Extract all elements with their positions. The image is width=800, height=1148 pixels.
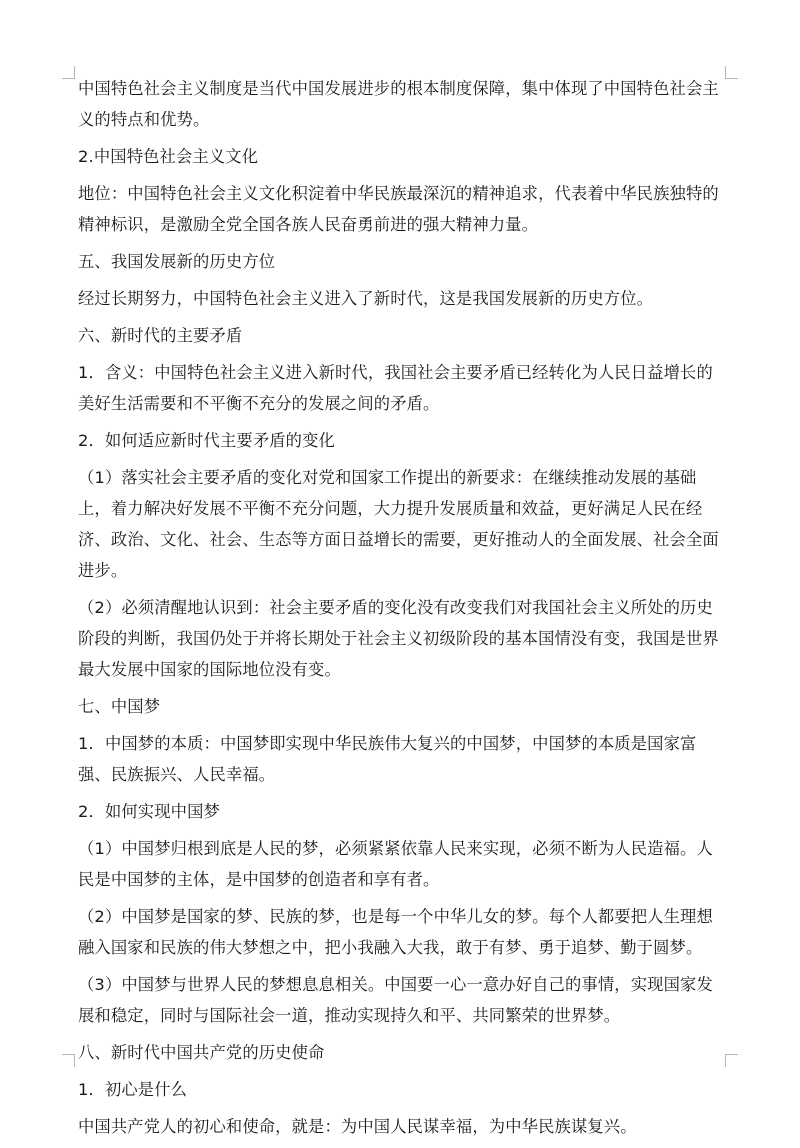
paragraph-dream-point-1: （1）中国梦归根到底是人民的梦，必须紧紧依靠人民来实现，必须不断为人民造福。人民是中国梦的主体，是中国梦的创造者和享有者。 [78,839,713,889]
heading-adapt-contradiction: 2．如何适应新时代主要矛盾的变化 [78,431,335,450]
heading-original-aspiration: 1．初心是什么 [78,1080,188,1099]
heading-section-eight: 八、新时代中国共产党的历史使命 [78,1043,325,1062]
heading-socialist-culture: 2.中国特色社会主义文化 [78,147,259,166]
heading-section-six: 六、新时代的主要矛盾 [78,326,243,345]
paragraph-adapt-point-2: （2）必须清醒地认识到：社会主要矛盾的变化没有改变我们对我国社会主义所处的历史阶段的判断，我国仍处于并将长期处于社会主义初级阶段的基本国情没有变，我国是世界最大发展中国家的国际地位没有变。 [78,598,719,679]
heading-section-seven: 七、中国梦 [78,697,161,716]
heading-realize-dream: 2．如何实现中国梦 [78,802,220,821]
document-body [78,73,728,1148]
paragraph-adapt-point-1: （1）落实社会主要矛盾的变化对党和国家工作提出的新要求：在继续推动发展的基础上，着力解决好发展不平衡不充分问题，大力提升发展质量和效益，更好满足人民在经济、政治、文化、社会、生态等方面日益增长的需要，更好推动人的全面发展、社会全面进步。 [78,468,719,580]
heading-section-five: 五、我国发展新的历史方位 [78,252,276,271]
paragraph-mission: 中国共产党人的初心和使命，就是：为中国人民谋幸福，为中华民族谋复兴。 [78,1117,637,1136]
paragraph-dream-essence: 1．中国梦的本质：中国梦即实现中华民族伟大复兴的中国梦，中国梦的本质是国家富强、民族振兴、人民幸福。 [78,734,697,784]
paragraph-new-era: 经过长期努力，中国特色社会主义进入了新时代，这是我国发展新的历史方位。 [78,289,654,308]
paragraph-culture-status: 地位：中国特色社会主义文化积淀着中华民族最深沉的精神追求，代表着中华民族独特的精神标识，是激励全党全国各族人民奋勇前进的强大精神力量。 [78,184,719,234]
paragraph-contradiction-meaning: 1．含义：中国特色社会主义进入新时代，我国社会主要矛盾已经转化为人民日益增长的美好生活需要和不平衡不充分的发展之间的矛盾。 [78,363,713,413]
paragraph-intro-system: 中国特色社会主义制度是当代中国发展进步的根本制度保障，集中体现了中国特色社会主义的特点和优势。 [78,79,719,129]
page-corner-mark-bottom-left [62,1054,75,1067]
paragraph-dream-point-2: （2）中国梦是国家的梦、民族的梦，也是每一个中华儿女的梦。每个人都要把人生理想融入国家和民族的伟大梦想之中，把小我融入大我，敢于有梦、勇于追梦、勤于圆梦。 [78,907,713,957]
page-corner-mark-top-left [62,66,75,79]
paragraph-dream-point-3: （3）中国梦与世界人民的梦想息息相关。中国要一心一意办好自己的事情，实现国家发展和稳定，同时与国际社会一道，推动实现持久和平、共同繁荣的世界梦。 [78,975,713,1025]
